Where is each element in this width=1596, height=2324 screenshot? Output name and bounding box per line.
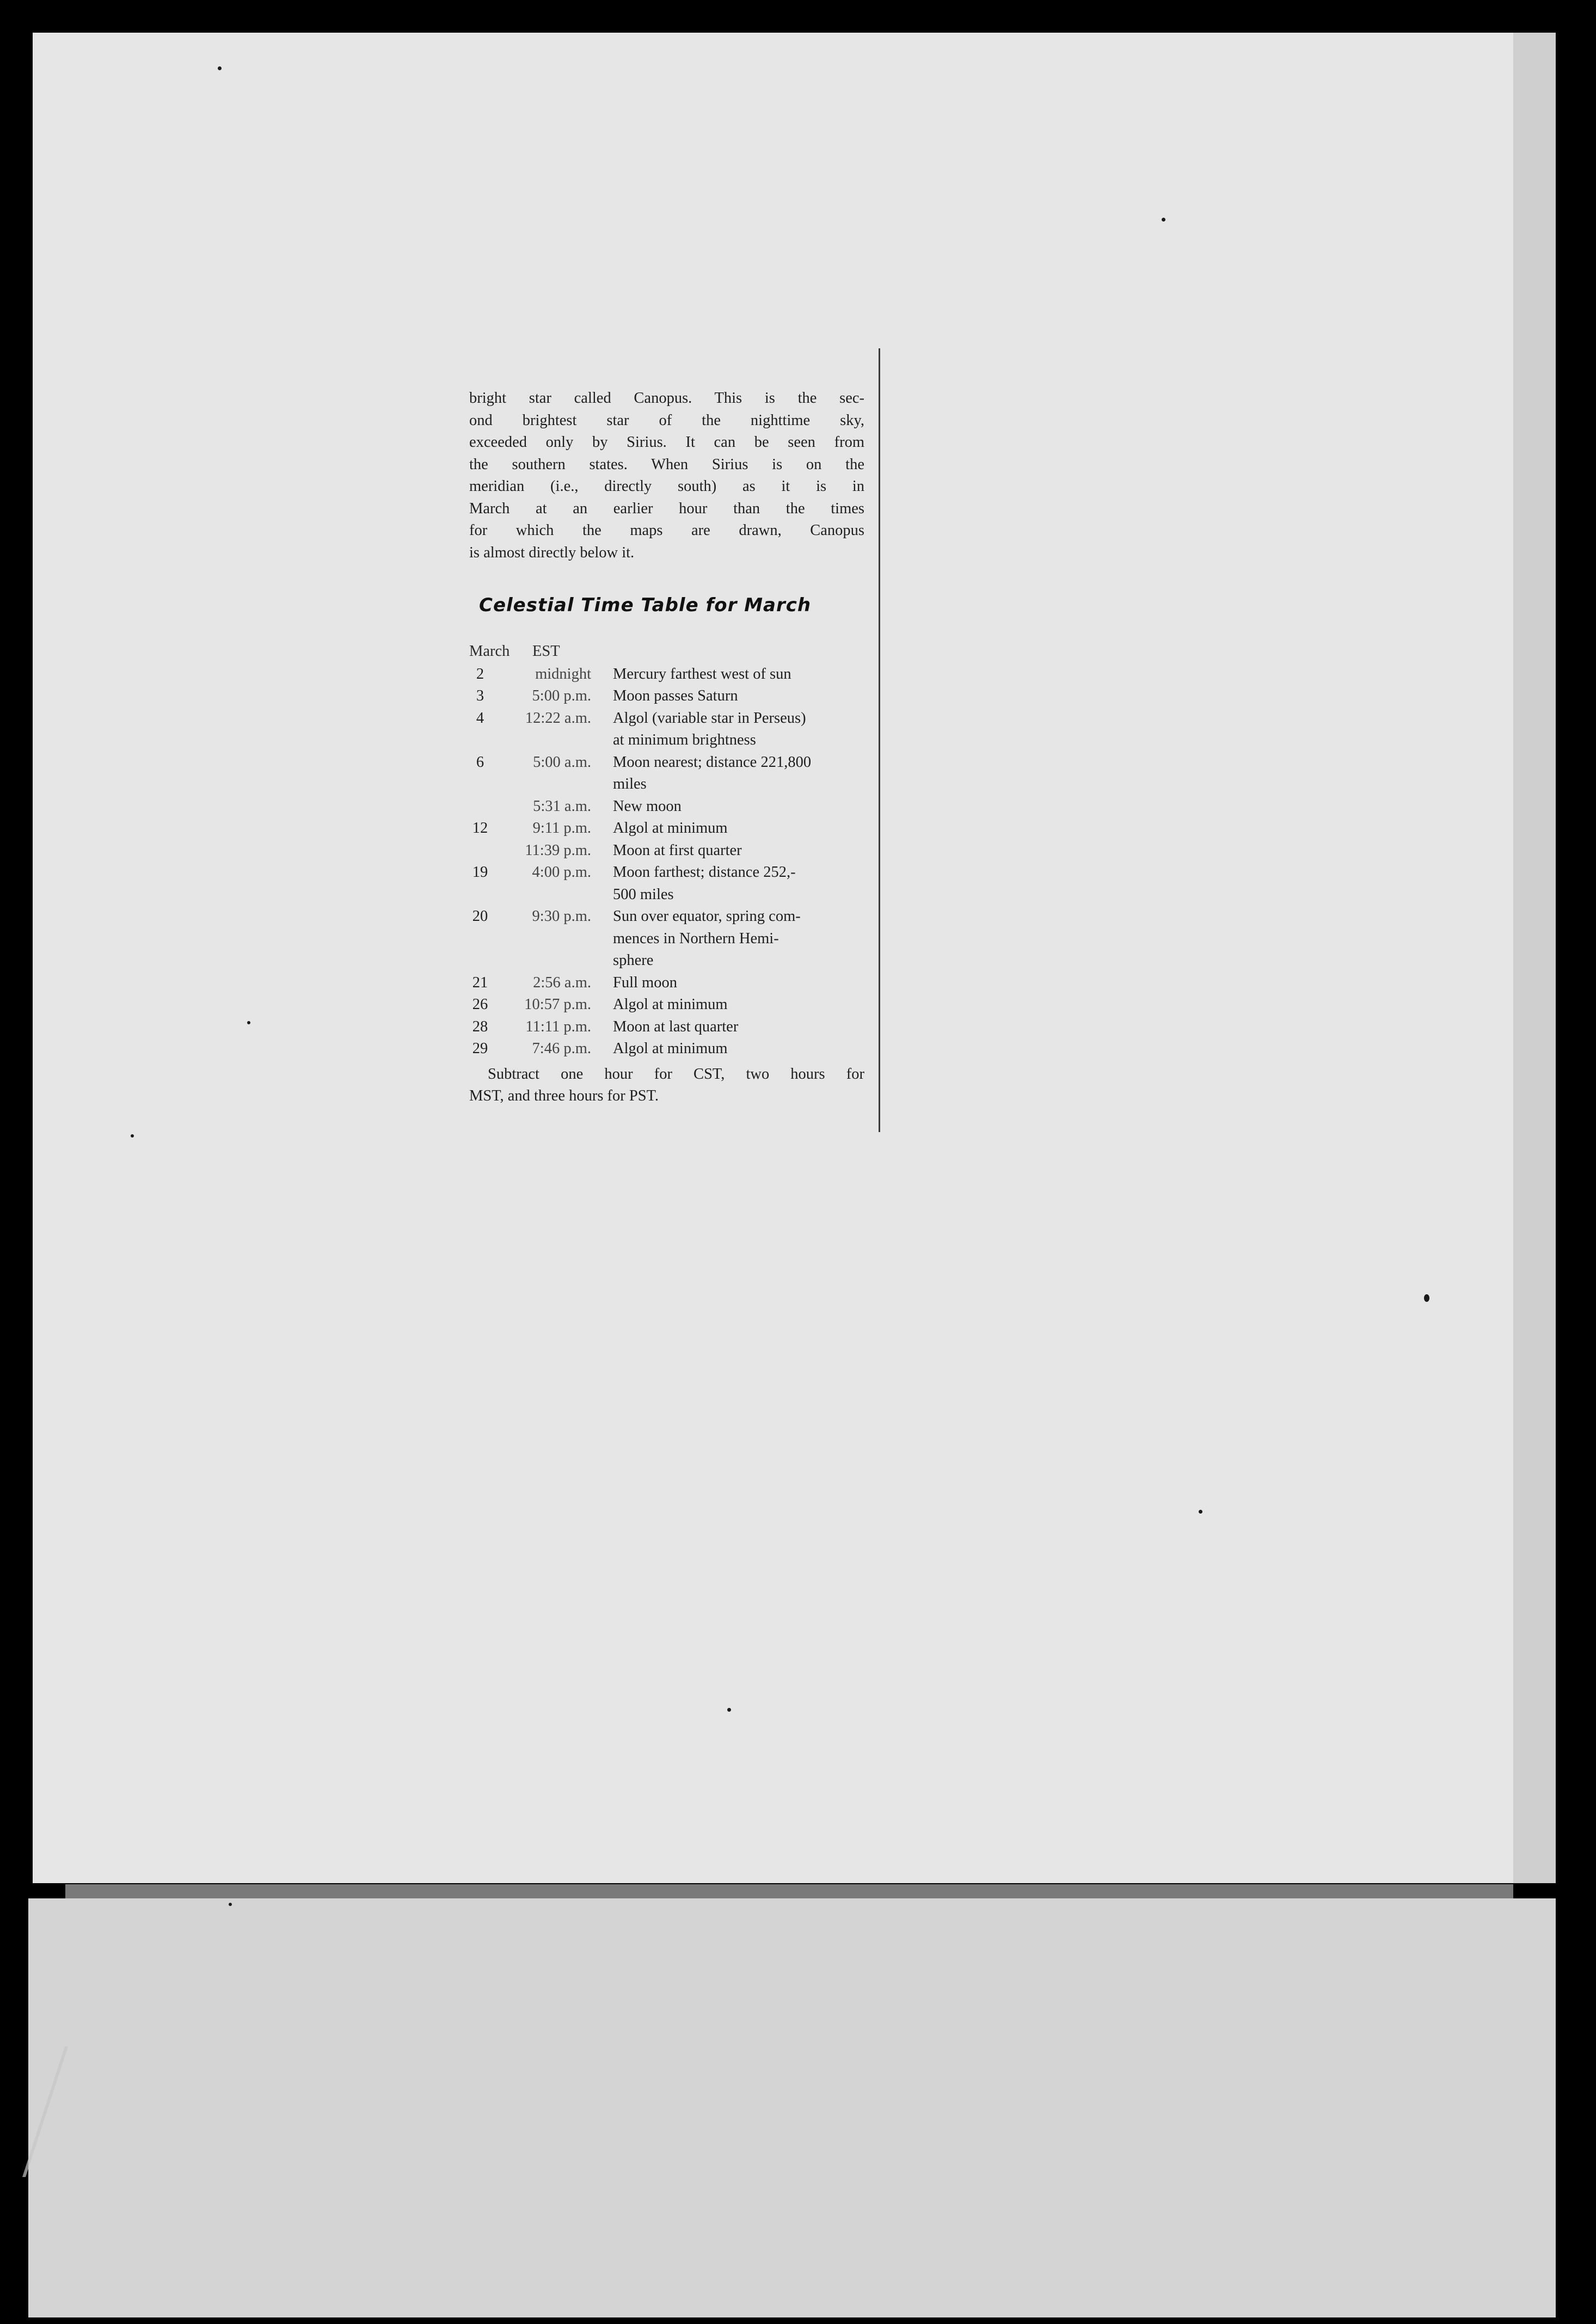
- timetable-rows: [469, 663, 864, 1060]
- dust-speck: [1424, 1294, 1429, 1302]
- intro-line: for which the maps are drawn, Canopus: [469, 522, 864, 539]
- row-event-line: Moon passes Saturn: [613, 687, 738, 704]
- row-day: 2: [476, 665, 484, 683]
- row-event-line: Algol at minimum: [613, 820, 728, 837]
- table-row: [469, 840, 864, 862]
- paper-edge-strip: [1513, 33, 1556, 1883]
- row-event-line: at minimum brightness: [613, 731, 756, 748]
- dust-speck: [131, 1134, 134, 1138]
- row-day: 29: [472, 1040, 488, 1057]
- row-day: 26: [472, 996, 488, 1013]
- table-row: [469, 663, 864, 686]
- row-event: [613, 663, 864, 686]
- row-event: [613, 796, 864, 818]
- row-time: midnight: [535, 665, 591, 683]
- clipping-edge-line: [879, 348, 880, 1132]
- footnote: [469, 1063, 864, 1108]
- column-header-month: March: [469, 642, 510, 660]
- table-row: [469, 972, 864, 994]
- table-row: [469, 817, 864, 840]
- row-time: 11:39 p.m.: [525, 841, 591, 859]
- row-time: 9:11 p.m.: [532, 820, 591, 837]
- row-event-line: Algol at minimum: [613, 1040, 728, 1057]
- dust-speck: [247, 1021, 250, 1024]
- row-event-line: Mercury farthest west of sun: [613, 665, 791, 683]
- table-row: [469, 708, 864, 752]
- row-event-line: New moon: [613, 797, 682, 815]
- row-event-line: Algol at minimum: [613, 996, 728, 1013]
- dust-speck: [1162, 218, 1165, 222]
- intro-line: bright star called Canopus. This is the sec-: [469, 390, 864, 407]
- row-day: 12: [472, 820, 488, 837]
- table-row: [469, 906, 864, 972]
- row-event: [613, 862, 864, 906]
- table-row: [469, 994, 864, 1016]
- footnote-line: MST, and three hours for PST.: [469, 1087, 659, 1104]
- row-event: [613, 1038, 864, 1060]
- row-time: 5:00 a.m.: [533, 753, 591, 771]
- row-event-line: Moon nearest; distance 221,800: [613, 753, 812, 771]
- dust-speck: [218, 66, 222, 70]
- intro-line: meridian (i.e., directly south) as it is in: [469, 478, 864, 495]
- row-time: 5:00 p.m.: [532, 687, 591, 704]
- row-event-line: miles: [613, 776, 647, 792]
- intro-line: exceeded only by Sirius. It can be seen from: [469, 434, 864, 451]
- row-event: [613, 840, 864, 862]
- row-day: 4: [476, 709, 484, 727]
- intro-line: is almost directly below it.: [469, 544, 635, 561]
- row-event-line: Moon farthest; distance 252,-: [613, 864, 796, 881]
- table-column-headers: [469, 641, 864, 663]
- column-header-time: EST: [532, 642, 560, 660]
- row-event-line: Full moon: [613, 974, 677, 991]
- row-event-line: 500 miles: [613, 886, 674, 903]
- table-title: Celestial Time Table for March: [479, 594, 812, 616]
- row-event: [613, 972, 864, 994]
- row-event: [613, 752, 864, 796]
- row-event: [613, 708, 864, 752]
- table-row: [469, 862, 864, 906]
- row-event: [613, 817, 864, 840]
- intro-paragraph: [469, 388, 864, 564]
- row-day: 3: [476, 687, 484, 704]
- dust-speck: [229, 1903, 232, 1906]
- intro-line: ond brightest star of the nighttime sky,: [469, 411, 864, 429]
- intro-line: March at an earlier hour than the times: [469, 500, 864, 517]
- row-time: 11:11 p.m.: [525, 1018, 591, 1035]
- paper-bottom-shadow: [65, 1884, 1513, 1898]
- row-time: 4:00 p.m.: [532, 864, 591, 881]
- row-event-line: Sun over equator, spring com-: [613, 908, 801, 925]
- row-time: 2:56 a.m.: [533, 974, 591, 991]
- row-time: 5:31 a.m.: [533, 797, 591, 815]
- row-time: 12:22 a.m.: [525, 709, 591, 727]
- table-row: [469, 752, 864, 796]
- row-day: 21: [472, 974, 488, 991]
- table-row: [469, 685, 864, 708]
- row-day: 19: [472, 864, 488, 881]
- row-day: 20: [472, 908, 488, 925]
- row-day: 28: [472, 1018, 488, 1035]
- dust-speck: [1199, 1510, 1202, 1514]
- table-row: [469, 796, 864, 818]
- table-row: [469, 1016, 864, 1038]
- row-event: [613, 994, 864, 1016]
- row-time: 7:46 p.m.: [532, 1040, 591, 1057]
- row-time: 10:57 p.m.: [524, 996, 591, 1013]
- row-event: [613, 685, 864, 708]
- row-event: [613, 906, 864, 972]
- dust-speck: [727, 1708, 731, 1712]
- row-event-line: mences in Northern Hemi-: [613, 930, 779, 947]
- newspaper-clipping: [469, 388, 864, 1108]
- table-row: [469, 1038, 864, 1060]
- row-time: 9:30 p.m.: [532, 908, 591, 925]
- footnote-line: Subtract one hour for CST, two hours for: [488, 1065, 864, 1083]
- backing-board: [28, 1898, 1556, 2317]
- row-event-line: sphere: [613, 952, 654, 969]
- row-day: 6: [476, 753, 484, 771]
- row-event: [613, 1016, 864, 1038]
- row-event-line: Algol (variable star in Perseus): [613, 709, 806, 727]
- row-event-line: Moon at last quarter: [613, 1018, 739, 1035]
- row-event-line: Moon at first quarter: [613, 841, 742, 859]
- intro-line: the southern states. When Sirius is on the: [469, 456, 864, 473]
